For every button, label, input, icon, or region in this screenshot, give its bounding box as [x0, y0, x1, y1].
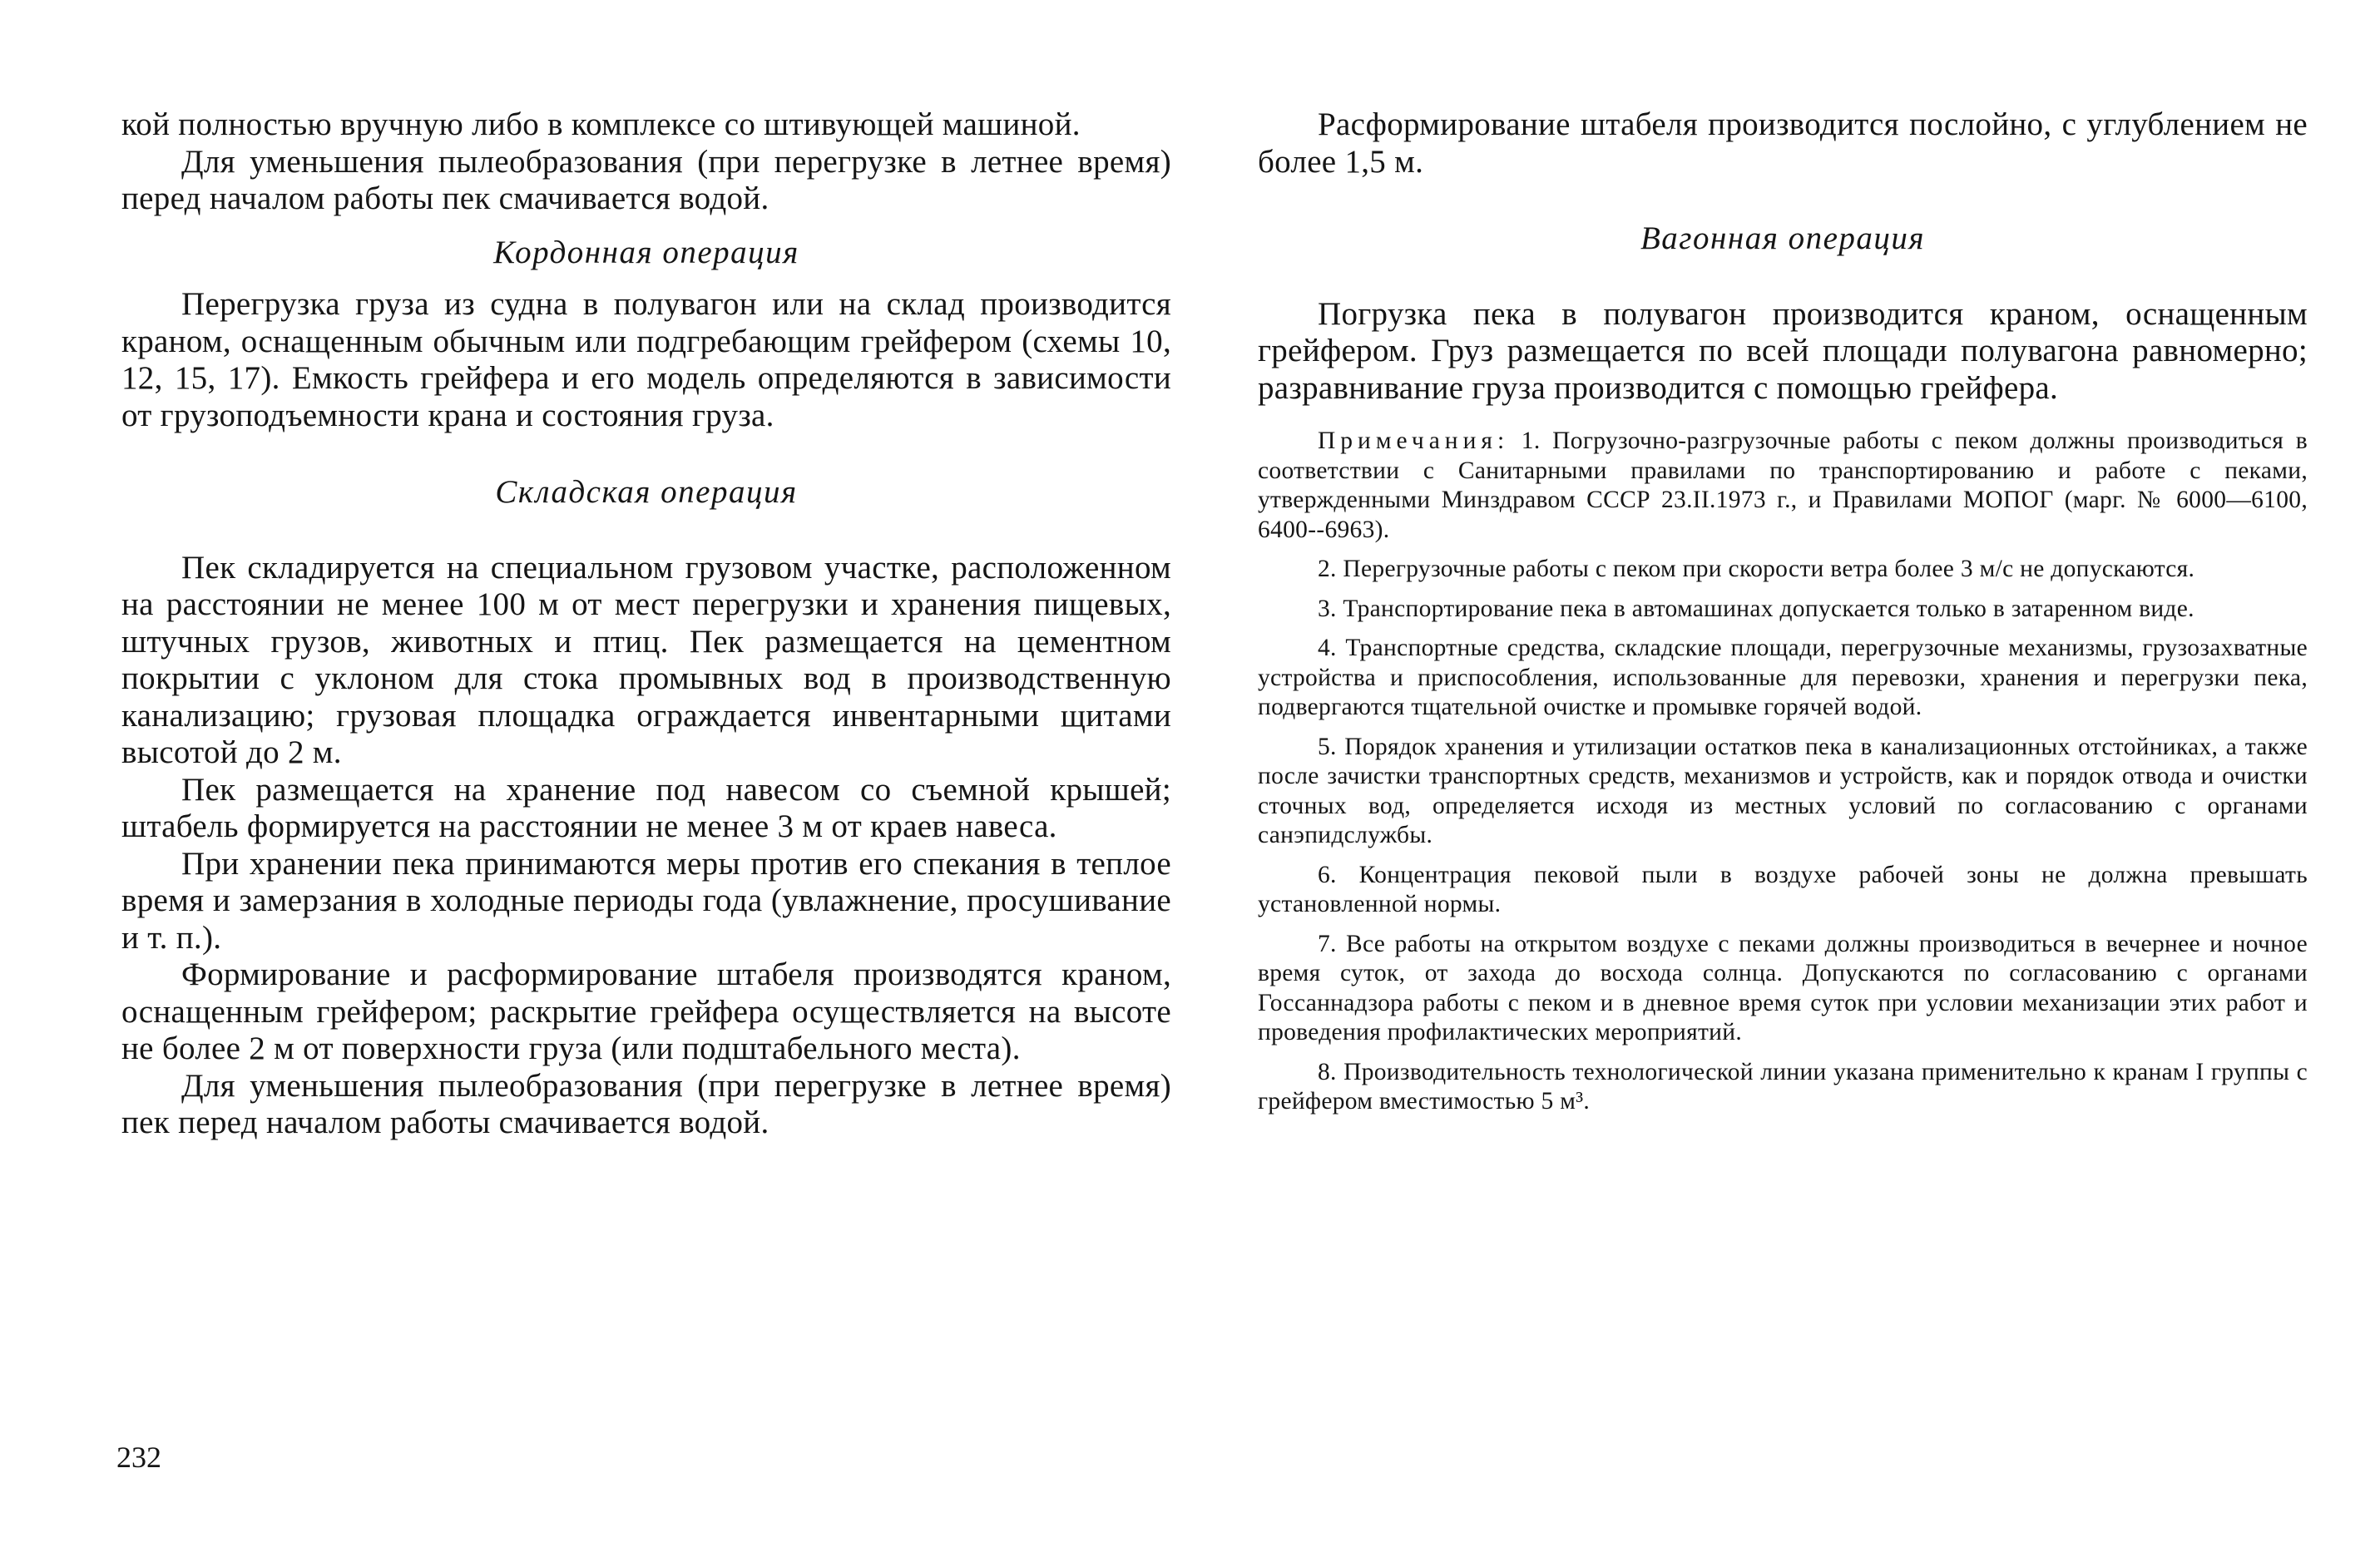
note-7: 7. Все работы на открытом воздухе с пеками должны производиться в вечернее и ночное время суток, от захода до восхода солнца. Допускаются по согласованию с органами Госсаннадзора работы с пеком и в дневное время суток при условии механизации этих работ и проведения профилактических мероприятий.	[1258, 930, 2308, 1045]
section-heading-wagon-operation: Вагонная операция	[1640, 220, 1926, 256]
note-6: 6. Концентрация пековой пыли в воздухе рабочей зоны не должна превышать установленной нормы.	[1258, 861, 2308, 917]
paragraph-storage-canopy: Пек размещается на хранение под навесом со съемной крышей; штабель формируется на расстоянии не менее 3 м от краев навеса.	[121, 771, 1171, 844]
left-column	[121, 106, 1171, 1142]
note-4: 4. Транспортные средства, складские площади, перегрузочные механизмы, грузозахватные устройства и приспособления, использованные для перевозки, хранения и перегрузки пека, подвергаются тщательной очистке и промывке горячей водой.	[1258, 635, 2308, 720]
section-heading-cordon-operation: Кордонная операция	[493, 234, 799, 270]
paragraph-continuation: кой полностью вручную либо в комплексе со штивующей машиной.	[121, 106, 1081, 142]
notes-label: Примечания:	[1318, 428, 1510, 454]
paragraph-stack-forming: Формирование и расформирование штабеля производятся краном, оснащенным грейфером; раскрытие грейфера осуществляется на высоте не более 2 м от поверхности груза (или подштабельного места).	[121, 956, 1171, 1066]
note-5: 5. Порядок хранения и утилизации остатков пека в канализационных отстойниках, а также после зачистки транспортных средств, механизмов и устройств, как и порядок отвода и очистки сточных вод, определяется исходя из местных условий по согласованию с органами санэпидслужбы.	[1258, 733, 2308, 848]
note-1-text: 1. Погрузочно-разгрузочные работы с пеком должны производиться в соответствии с Санитарными правилами по транспортированию и работе с пеками, утвержденными Минздравом СССР 23.II.1973 г., и Правилами МОПОГ (марг. № 6000—6100, 6400--6963).	[1258, 428, 2308, 543]
paragraph-cordon-operation: Перегрузка груза из судна в полувагон или на склад производится краном, оснащенным обычным или подгребающим грейфером (схемы 10, 12, 15, 17). Емкость грейфера и его модель определяются в зависимости от грузоподъемности крана и состояния груза.	[121, 286, 1171, 433]
paragraph-storage-measures: При хранении пека принимаются меры против его спекания в теплое время и замерзания в холодные периоды года (увлажнение, просушивание и т. п.).	[121, 845, 1171, 956]
paragraph-dust-reduction: Для уменьшения пылеобразования (при перегрузке в летнее время) перед началом работы пек смачивается водой.	[121, 143, 1171, 216]
paragraph-stack-disassembly: Расформирование штабеля производится послойно, с углублением не более 1,5 м.	[1258, 106, 2308, 180]
note-8: 8. Производительность технологической линии указана применительно к кранам I группы с грейфером вместимостью 5 м³.	[1258, 1058, 2308, 1115]
note-1	[1258, 427, 2308, 545]
paragraph-wagon-loading: Погрузка пека в полувагон производится краном, оснащенным грейфером. Груз размещается по всей площади полувагона равномерно; разравнивание груза производится с помощью грейфера.	[1258, 295, 2308, 406]
section-heading-warehouse-operation: Складская операция	[495, 474, 798, 510]
paragraph-warehouse-site: Пек складируется на специальном грузовом участке, расположенном на расстоянии не менее 100 м от мест перегрузки и хранения пищевых, штучных грузов, животных и птиц. Пек размещается на цементном покрытии с уклоном для стока промывных вод в производственную канализацию; грузовая площадка ограждается инвентарными щитами высотой до 2 м.	[121, 549, 1171, 770]
right-column	[1258, 106, 2308, 1117]
page-number: 232	[116, 1441, 161, 1474]
note-3: 3. Транспортирование пека в автомашинах допускается только в затаренном виде.	[1318, 595, 2194, 622]
note-2: 2. Перегрузочные работы с пеком при скорости ветра более 3 м/с не допускаются.	[1318, 556, 2195, 582]
notes-block	[1258, 427, 2308, 1117]
paragraph-dust-reduction-2: Для уменьшения пылеобразования (при перегрузке в летнее время) пек перед началом работы смачивается водой.	[121, 1067, 1171, 1140]
